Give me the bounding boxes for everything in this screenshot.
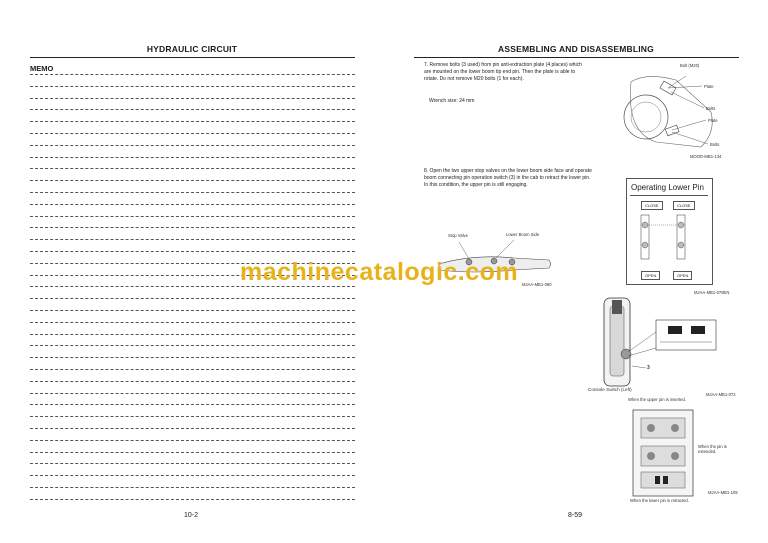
- memo-line: [30, 357, 355, 358]
- label-bolts-1: Bolts: [706, 106, 716, 111]
- header-rule: [414, 57, 739, 58]
- decal-open-1: OPEN: [641, 271, 660, 280]
- figure-code: MJAA-MB1-072: [706, 392, 736, 397]
- memo-line: [30, 157, 355, 158]
- memo-line: [30, 334, 355, 335]
- memo-line: [30, 86, 355, 87]
- memo-line: [30, 109, 355, 110]
- memo-line: [30, 487, 355, 488]
- memo-line: [30, 251, 355, 252]
- memo-line: [30, 227, 355, 228]
- label-bolt-m20: Bolt (M20): [680, 63, 700, 68]
- memo-line: [30, 393, 355, 394]
- memo-line: [30, 428, 355, 429]
- memo-line: [30, 74, 355, 75]
- step-7-text: 7. Remove bolts (3 used) from pin anti-extraction plate (4 places) which are mounted on the lower boom tip end pin. Then the plate is able to rotate. Do not remove M20 bolts (1 for each).: [424, 62, 582, 82]
- label-plate-1: Plate: [704, 84, 714, 89]
- memo-line: [30, 381, 355, 382]
- operating-lower-pin-decal: [626, 178, 713, 285]
- memo-line: [30, 168, 355, 169]
- memo-line: [30, 133, 355, 134]
- page-header: HYDRAULIC CIRCUIT: [146, 44, 238, 54]
- decal-open-2: OPEN: [673, 271, 692, 280]
- memo-line: [30, 475, 355, 476]
- memo-line: [30, 463, 355, 464]
- label-lower-pin-retracted: When the lower pin is retracted.: [630, 498, 689, 503]
- label-stop-valve: Stop Valve: [448, 233, 468, 238]
- watermark: machinecatalogic.com: [240, 258, 519, 286]
- label-plate-2: Plate: [708, 118, 718, 123]
- decal-divider: [630, 195, 708, 196]
- memo-line: [30, 452, 355, 453]
- memo-line: [30, 239, 355, 240]
- figure-code: MJAA-MB1-080: [522, 282, 552, 287]
- wrench-size: Wrench size: 24 mm: [429, 98, 475, 104]
- console-switch-figure: [596, 296, 726, 388]
- memo-line: [30, 322, 355, 323]
- boom-tip-figure: [616, 62, 741, 167]
- label-bolts-2: Bolts: [710, 142, 720, 147]
- figure-code: MJAA-MB1-109: [708, 490, 738, 495]
- page-number: 10-2: [184, 512, 199, 519]
- decal-valve-drawing: [635, 211, 705, 266]
- memo-line: [30, 416, 355, 417]
- decal-close-2: CLOSE: [673, 201, 695, 210]
- pin-state-figure: [627, 406, 699, 500]
- memo-line: [30, 98, 355, 99]
- memo-line: [30, 145, 355, 146]
- label-lower-boom-side: Lower Boom Side: [506, 232, 540, 237]
- memo-line: [30, 499, 355, 500]
- header-rule: [30, 57, 355, 58]
- figure-code: MOOD-MB1-134: [690, 154, 722, 159]
- memo-line: [30, 121, 355, 122]
- memo-line: [30, 310, 355, 311]
- decal-title: Operating Lower Pin: [631, 183, 704, 192]
- memo-line: [30, 345, 355, 346]
- memo-line: [30, 204, 355, 205]
- label-upper-pin-inserted: When the upper pin is inserted.: [628, 397, 686, 402]
- page-number: 8-59: [568, 512, 583, 519]
- memo-line: [30, 298, 355, 299]
- decal-close-1: CLOSE: [641, 201, 663, 210]
- memo-line: [30, 369, 355, 370]
- figure-code: MJAA-MB1-078EN: [694, 290, 730, 295]
- label-pin-extended: When the pin is extended.: [698, 444, 727, 454]
- page-header: ASSEMBLING AND DISASSEMBLING: [498, 44, 654, 54]
- memo-line: [30, 180, 355, 181]
- step-8-text: 8. Open the two upper stop valves on the lower boom side face and operate boom connecting pin operation switch (3) in the cab to retract the lower pin. In this condition, the upper pin is still engaging.: [424, 168, 592, 188]
- memo-line: [30, 192, 355, 193]
- callout-3: 3: [647, 365, 650, 371]
- label-console-switch: Console Switch (Left): [588, 387, 632, 392]
- memo-line: [30, 404, 355, 405]
- memo-line: [30, 216, 355, 217]
- memo-line: [30, 440, 355, 441]
- memo-label: MEMO: [30, 64, 54, 73]
